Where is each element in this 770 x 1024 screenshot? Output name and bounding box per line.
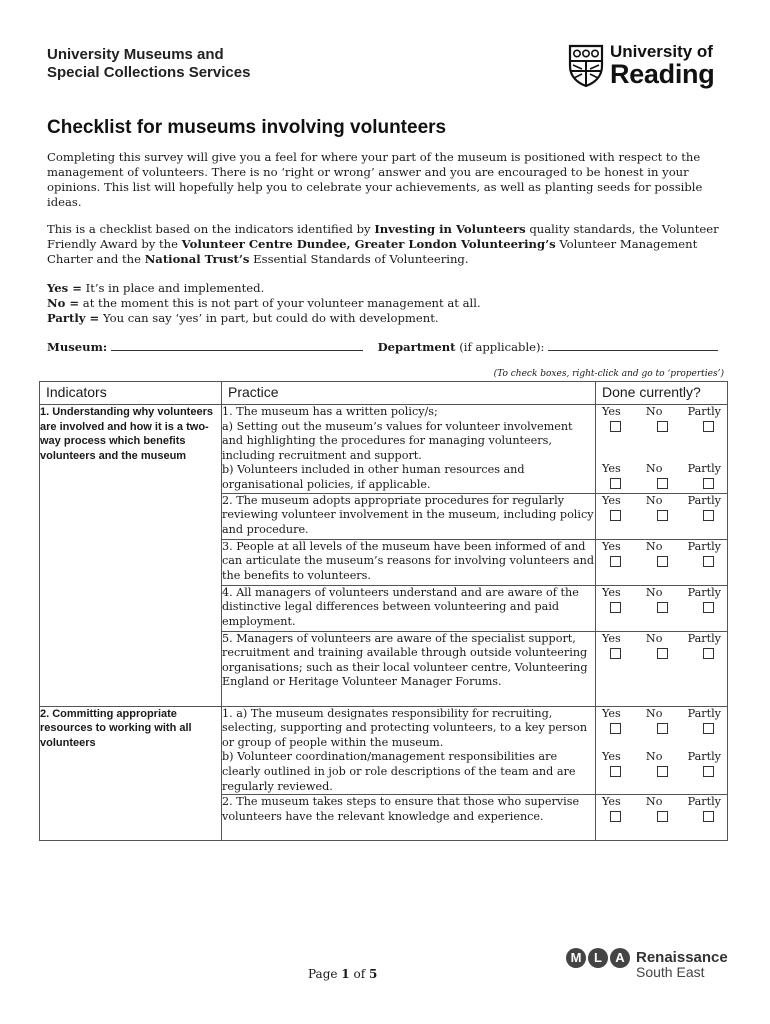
org-line-1: University Museums and <box>47 46 224 63</box>
no-label: No <box>645 539 663 553</box>
intro2-bold-2: Volunteer Centre Dundee, Greater London Volunteering’s <box>181 237 556 251</box>
key-no <box>47 296 737 311</box>
mla-letter-m: M <box>566 948 586 968</box>
yes-label: Yes <box>602 631 621 645</box>
intro2-text-4: Essential Standards of Volunteering. <box>249 252 469 266</box>
indicator-1: 1. Understanding why volunteers are involved and how it is a two-way process which benefits volunteers and the museum <box>40 405 222 707</box>
yes-label: Yes <box>602 405 621 418</box>
yes-checkbox[interactable] <box>610 723 621 734</box>
department-note: (if applicable): <box>455 340 545 354</box>
yes-checkbox[interactable] <box>610 510 621 521</box>
partly-label: Partly <box>687 585 721 599</box>
key-yes <box>47 281 737 296</box>
renaissance-label: Renaissance <box>636 949 728 966</box>
logo-line-1: University of <box>610 42 713 61</box>
yes-checkbox[interactable] <box>610 602 621 613</box>
table-header-row <box>40 382 728 405</box>
key-yes-text: It’s in place and implemented. <box>81 281 265 295</box>
practice-text: 1. a) The museum designates responsibility for recruiting, selecting, supporting and protecting volunteers, to a key person or group of people within the museum. <box>222 706 588 749</box>
indicators-source-paragraph <box>47 222 737 267</box>
key-no-text: at the moment this is not part of your volunteer management at all. <box>79 296 481 310</box>
partly-checkbox[interactable] <box>703 811 714 822</box>
page-number <box>308 967 377 981</box>
partly-checkbox[interactable] <box>703 421 714 432</box>
practice-2-1 <box>222 706 596 795</box>
practice-1-4: 4. All managers of volunteers understand and are aware of the distinctive legal differences between volunteering and paid employment. <box>222 585 596 631</box>
yes-label: Yes <box>602 539 621 553</box>
practice-1-3: 3. People at all levels of the museum have been informed of and can articulate the museum’s reasons for involving volunteers and the benefits to volunteers. <box>222 539 596 585</box>
intro2-text-1: This is a checklist based on the indicators identified by <box>47 222 375 236</box>
answer-cell <box>596 539 728 585</box>
partly-checkbox[interactable] <box>703 556 714 567</box>
intro-paragraph: Completing this survey will give you a feel for where your part of the museum is positioned with respect to the management of volunteers. There is no ‘right or wrong’ answer and you are encouraged to be honest in your opinions. This list will hopefully help you to celebrate your achievements, as well as planting seeds for possible ideas. <box>47 150 703 209</box>
no-label: No <box>645 706 663 720</box>
partly-checkbox[interactable] <box>703 510 714 521</box>
practice-text: 1. The museum has a written policy/s; <box>222 405 438 418</box>
form-fields <box>47 340 737 354</box>
mla-letter-l: L <box>588 948 608 968</box>
partly-checkbox[interactable] <box>703 766 714 777</box>
page-of: of <box>349 967 369 981</box>
page-prefix: Page <box>308 967 342 981</box>
no-label: No <box>645 585 663 599</box>
no-checkbox[interactable] <box>657 648 668 659</box>
yes-checkbox[interactable] <box>610 421 621 432</box>
partly-label: Partly <box>687 462 721 475</box>
no-checkbox[interactable] <box>657 556 668 567</box>
department-label: Department <box>377 340 456 354</box>
intro2-text-3: Volunteer Management Charter and the <box>47 237 698 266</box>
checklist-table <box>39 381 728 841</box>
no-label: No <box>645 493 663 507</box>
partly-label: Partly <box>687 795 721 809</box>
partly-checkbox[interactable] <box>703 723 714 734</box>
yes-checkbox[interactable] <box>610 478 621 489</box>
header-done: Done currently? <box>596 382 728 405</box>
yes-label: Yes <box>602 795 621 809</box>
crest-icon <box>568 44 604 88</box>
answer-cell <box>596 405 728 494</box>
no-checkbox[interactable] <box>657 602 668 613</box>
museum-label: Museum: <box>47 340 108 354</box>
answer-cell <box>596 631 728 706</box>
practice-1-1 <box>222 405 596 494</box>
south-east-label: South East <box>636 964 705 980</box>
no-checkbox[interactable] <box>657 723 668 734</box>
yes-label: Yes <box>602 585 621 599</box>
practice-1-2: 2. The museum adopts appropriate procedures for regularly reviewing volunteer involvement in the museum, including policy and procedure. <box>222 493 596 539</box>
museum-field[interactable] <box>111 340 363 351</box>
key-partly <box>47 311 737 326</box>
indicator-2: 2. Committing appropriate resources to working with all volunteers <box>40 706 222 841</box>
yes-checkbox[interactable] <box>610 766 621 777</box>
department-field[interactable] <box>548 340 718 351</box>
practice-text: b) Volunteers included in other human resources and organisational policies, if applicable. <box>222 463 525 491</box>
key-partly-text: You can say ‘yes’ in part, but could do with development. <box>99 311 439 325</box>
practice-1-5: 5. Managers of volunteers are aware of the specialist support, recruitment and training available through outside volunteering organisations; such as their local volunteer centre, Volunteering England or Heritage Volunteer Manager Forums. <box>222 631 596 706</box>
yes-label: Yes <box>602 493 621 507</box>
checkbox-hint: (To check boxes, right-click and go to ‘properties’) <box>493 369 724 379</box>
practice-text: b) Volunteer coordination/management responsibilities are clearly outlined in job or role descriptions of the team and are regularly reviewed. <box>222 750 576 793</box>
partly-checkbox[interactable] <box>703 602 714 613</box>
partly-label: Partly <box>687 539 721 553</box>
intro2-bold-1: Investing in Volunteers <box>374 222 526 236</box>
no-checkbox[interactable] <box>657 510 668 521</box>
answer-cell <box>596 585 728 631</box>
partly-label: Partly <box>687 493 721 507</box>
practice-2-2: 2. The museum takes steps to ensure that those who supervise volunteers have the relevant knowledge and experience. <box>222 795 596 841</box>
key-no-label: No = <box>47 296 80 310</box>
yes-checkbox[interactable] <box>610 648 621 659</box>
org-line-2: Special Collections Services <box>47 64 251 81</box>
mla-letter-a: A <box>610 948 630 968</box>
no-label: No <box>645 631 663 645</box>
answer-cell <box>596 795 728 841</box>
intro2-text-2: quality standards, the Volunteer Friendly Award by the <box>47 222 719 251</box>
header-practice: Practice <box>222 382 596 405</box>
mla-renaissance-logo <box>566 948 736 982</box>
no-label: No <box>645 462 663 475</box>
yes-label: Yes <box>602 749 621 763</box>
header-indicators: Indicators <box>40 382 222 405</box>
page-current: 1 <box>341 967 350 981</box>
page-total: 5 <box>368 967 378 981</box>
logo-line-2: Reading <box>610 59 715 89</box>
no-checkbox[interactable] <box>657 766 668 777</box>
no-label: No <box>645 749 663 763</box>
partly-label: Partly <box>687 749 721 763</box>
yes-checkbox[interactable] <box>610 556 621 567</box>
partly-checkbox[interactable] <box>703 478 714 489</box>
university-logo <box>568 42 728 94</box>
no-checkbox[interactable] <box>657 421 668 432</box>
no-checkbox[interactable] <box>657 811 668 822</box>
no-checkbox[interactable] <box>657 478 668 489</box>
table-row <box>40 706 728 795</box>
partly-label: Partly <box>687 631 721 645</box>
practice-text: a) Setting out the museum’s values for volunteer involvement and highlighting the procedures for managing volunteers, including recruitment and support. <box>222 419 573 462</box>
no-label: No <box>645 795 663 809</box>
key-partly-label: Partly = <box>47 311 100 325</box>
answer-cell <box>596 706 728 795</box>
organisation-name <box>47 46 250 82</box>
no-label: No <box>645 405 663 418</box>
partly-label: Partly <box>687 405 721 418</box>
answer-cell <box>596 493 728 539</box>
intro2-bold-3: National Trust’s <box>144 252 250 266</box>
table-row <box>40 405 728 494</box>
yes-checkbox[interactable] <box>610 811 621 822</box>
partly-label: Partly <box>687 706 721 720</box>
partly-checkbox[interactable] <box>703 648 714 659</box>
answer-key <box>47 281 737 326</box>
yes-label: Yes <box>602 706 621 720</box>
key-yes-label: Yes = <box>47 281 82 295</box>
yes-label: Yes <box>602 462 621 475</box>
page-title: Checklist for museums involving volunteers <box>47 117 447 138</box>
